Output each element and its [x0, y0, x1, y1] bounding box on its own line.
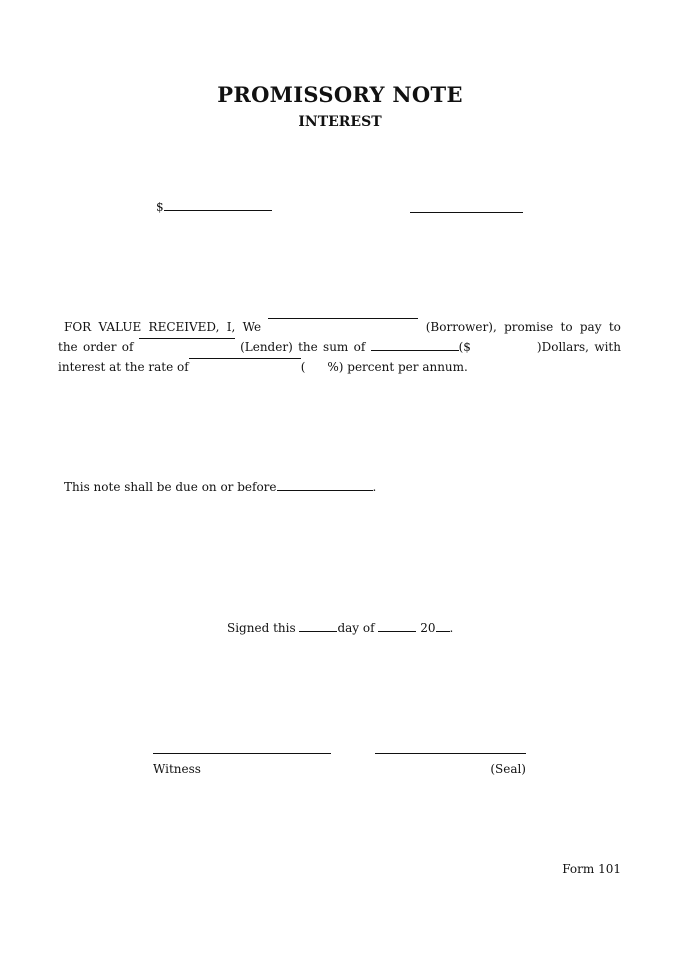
- signed-year-blank[interactable]: [436, 630, 450, 632]
- borrower-blank[interactable]: [268, 317, 418, 319]
- rate-percent-label: %) percent per annum.: [327, 360, 468, 374]
- para-word: pay: [579, 320, 602, 334]
- witness-signature-line[interactable]: [153, 753, 331, 754]
- borrower-signature-line[interactable]: [375, 753, 526, 754]
- value-received-paragraph: [58, 317, 621, 377]
- para-word: of: [121, 340, 134, 354]
- para-word: to: [608, 320, 621, 334]
- amount-blank[interactable]: [164, 209, 272, 211]
- lender-blank[interactable]: [139, 337, 235, 339]
- amount-field[interactable]: [156, 200, 272, 214]
- dollar-sign: $: [156, 200, 164, 214]
- form-number: Form 101: [562, 862, 621, 876]
- signed-period: .: [449, 621, 454, 635]
- rate-blank[interactable]: [189, 357, 301, 359]
- date-blank[interactable]: [410, 212, 523, 213]
- para-word: promise: [504, 320, 554, 334]
- signed-label: Signed this: [227, 621, 296, 635]
- day-of-label: day of: [337, 621, 375, 635]
- rate-paren-open: (: [300, 360, 306, 374]
- para-word: order: [82, 340, 117, 354]
- borrower-label: (Borrower),: [425, 320, 497, 334]
- dollars-label: )Dollars,: [536, 340, 589, 354]
- para-word: of: [353, 340, 366, 354]
- due-date-line: [64, 480, 376, 494]
- para-word: with: [594, 340, 621, 354]
- para-word: RECEIVED,: [148, 320, 220, 334]
- para-word: We: [242, 320, 262, 334]
- para-word: sum: [323, 340, 349, 354]
- rate-label: interest at the rate of: [58, 360, 189, 374]
- document-title: PROMISSORY NOTE: [217, 82, 463, 107]
- rate-percent-space[interactable]: [305, 357, 327, 377]
- seal-label: (Seal): [490, 762, 526, 776]
- sum-words-blank[interactable]: [371, 349, 459, 351]
- witness-label: Witness: [153, 762, 201, 776]
- para-word: the: [298, 340, 318, 354]
- para-word: FOR: [64, 320, 92, 334]
- signed-month-blank[interactable]: [378, 630, 416, 632]
- signed-line: [227, 621, 453, 635]
- para-word: I,: [226, 320, 236, 334]
- due-date-label: This note shall be due on or before: [64, 480, 277, 494]
- due-date-blank[interactable]: [277, 489, 373, 491]
- year-prefix: 20: [420, 621, 436, 635]
- para-word: VALUE: [98, 320, 142, 334]
- sum-paren-label: ($: [458, 340, 471, 354]
- document-subtitle: INTEREST: [298, 114, 382, 130]
- para-word: to: [560, 320, 573, 334]
- due-date-period: .: [372, 480, 377, 494]
- para-word: the: [58, 340, 78, 354]
- signed-day-blank[interactable]: [299, 630, 337, 632]
- lender-label: (Lender): [240, 340, 293, 354]
